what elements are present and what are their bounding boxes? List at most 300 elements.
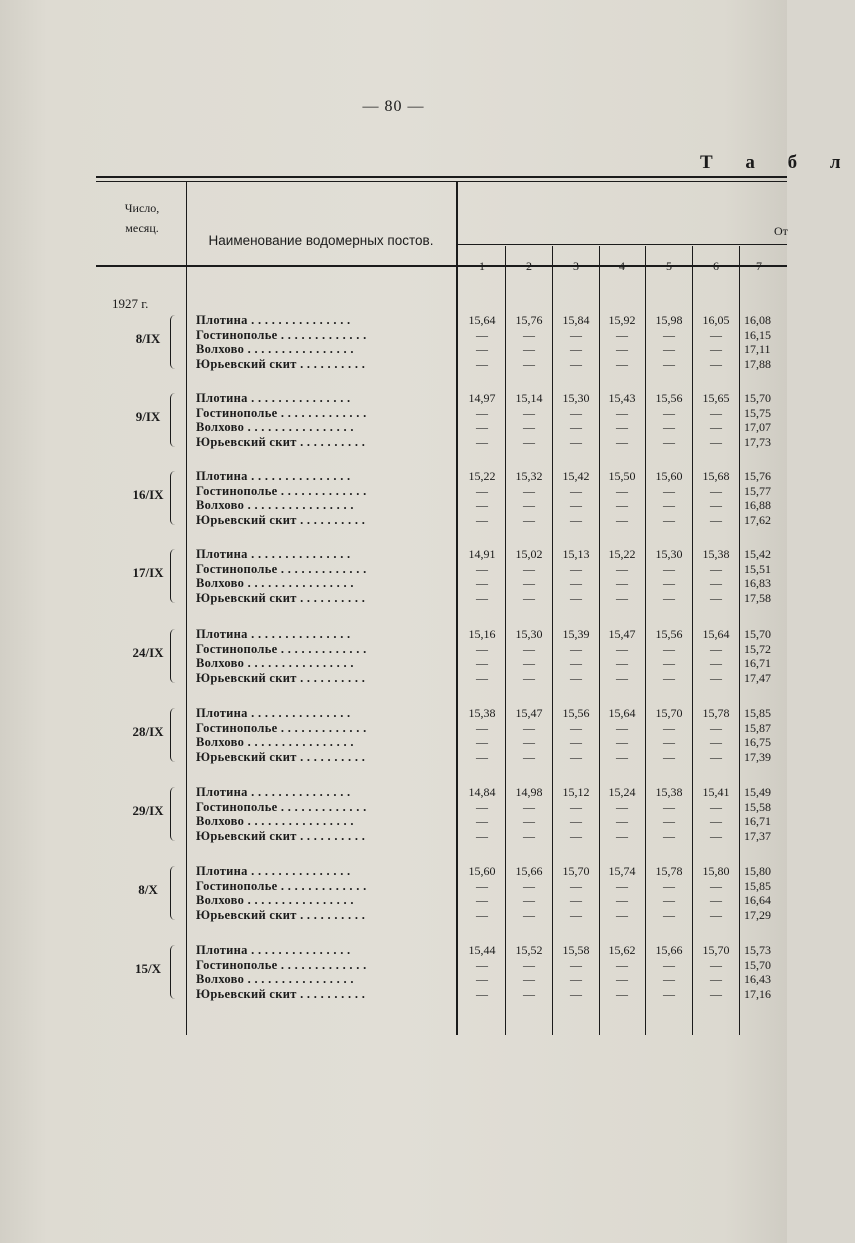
value-cell: — [476,907,488,922]
rule-date-name [186,181,187,1035]
station-name: Плотина . . . . . . . . . . . . . . . [196,864,351,878]
station-name: Юрьевский скит . . . . . . . . . . [196,512,366,527]
value-cell: — [476,327,488,342]
value-cell: — [710,498,722,513]
column-number-3: 3 [573,259,579,273]
value-cell: 15,58 [744,799,771,814]
value-cell: — [710,749,722,764]
value-cell: 15,75 [744,405,771,420]
header-date-line1: Число, [124,201,160,215]
group-brace [170,866,179,920]
value-cell: — [570,656,582,671]
value-cell: — [616,656,628,671]
value-cell: — [523,420,535,435]
value-cell: — [476,656,488,671]
table-title: Т а б л [700,152,855,173]
value-cell: — [710,893,722,908]
value-cell: — [663,828,675,843]
value-cell: 15,47 [608,627,636,641]
value-cell: 15,85 [744,706,771,720]
rule-name-values [456,181,458,1035]
station-name: Гостинополье . . . . . . . . . . . . . [196,641,367,656]
value-cell: — [710,878,722,893]
station-name: Гостинополье . . . . . . . . . . . . . [196,483,367,498]
value-cell: 15,22 [468,469,496,483]
value-cell: — [476,342,488,357]
value-cell: — [523,561,535,576]
station-name: Волхово . . . . . . . . . . . . . . . . [196,735,354,750]
value-cell: 15,70 [655,706,683,720]
value-cell: — [710,483,722,498]
value-cell: — [710,656,722,671]
value-cell: — [663,483,675,498]
value-cell: 15,30 [562,391,590,405]
station-name: Волхово . . . . . . . . . . . . . . . . [196,814,354,829]
value-cell: 15,60 [468,864,496,878]
value-cell: 15,70 [744,391,771,405]
station-name: Плотина . . . . . . . . . . . . . . . [196,785,351,799]
value-cell: — [663,561,675,576]
value-cell: — [710,670,722,685]
value-cell: — [663,670,675,685]
station-name: Гостинополье . . . . . . . . . . . . . [196,799,367,814]
value-cell: 15,77 [744,483,771,498]
value-cell: 15,60 [655,469,683,483]
value-cell: — [663,986,675,1001]
value-cell: 15,42 [562,469,590,483]
value-cell: 15,98 [655,313,683,327]
value-cell: — [710,576,722,591]
value-cell: 17,39 [744,749,771,764]
station-name: Гостинополье . . . . . . . . . . . . . [196,327,367,342]
value-cell: 17,07 [744,420,771,435]
group-date: 17/IX [132,565,164,580]
value-cell: — [523,512,535,527]
station-name: Юрьевский скит . . . . . . . . . . [196,356,366,371]
value-cell: 15,51 [744,561,771,576]
value-cell: — [570,576,582,591]
group-date: 24/IX [132,645,164,660]
group-brace [170,549,179,603]
value-cell: — [616,907,628,922]
group-date: 29/IX [132,803,164,818]
station-name: Юрьевский скит . . . . . . . . . . [196,828,366,843]
value-cell: — [523,957,535,972]
value-cell: — [616,893,628,908]
station-name: Плотина . . . . . . . . . . . . . . . [196,943,351,957]
value-cell: — [570,893,582,908]
value-cell: — [663,405,675,420]
value-cell: — [663,957,675,972]
value-cell: 16,43 [744,972,771,987]
value-cell: — [663,434,675,449]
station-name: Волхово . . . . . . . . . . . . . . . . [196,420,354,435]
value-cell: — [710,814,722,829]
value-cell: — [523,972,535,987]
value-cell: 16,71 [744,656,771,671]
header-sub-rule [456,244,787,245]
value-cell: — [523,342,535,357]
value-cell: — [476,814,488,829]
value-cell: 17,29 [744,907,771,922]
value-cell: — [476,405,488,420]
station-name: Юрьевский скит . . . . . . . . . . [196,907,366,922]
station-name: Юрьевский скит . . . . . . . . . . [196,749,366,764]
value-cell: 15,68 [702,469,730,483]
value-cell: 17,37 [744,828,771,843]
value-cell: 15,52 [515,943,543,957]
value-cell: — [570,405,582,420]
value-cell: — [616,799,628,814]
value-cell: — [663,878,675,893]
value-cell: — [710,986,722,1001]
value-cell: — [616,576,628,591]
value-cell: — [710,972,722,987]
value-cell: — [616,957,628,972]
value-cell: 15,92 [608,313,636,327]
value-cell: — [523,720,535,735]
value-cell: — [663,327,675,342]
station-name: Юрьевский скит . . . . . . . . . . [196,434,366,449]
value-cell: 15,78 [655,864,683,878]
value-cell: — [616,434,628,449]
value-cell: 14,97 [468,391,496,405]
value-cell: — [523,576,535,591]
value-cell: — [523,893,535,908]
station-name: Волхово . . . . . . . . . . . . . . . . [196,656,354,671]
rule-col-6-7 [739,246,740,1035]
value-cell: 15,64 [702,627,730,641]
value-cell: 15,70 [744,627,771,641]
value-cell: — [570,720,582,735]
value-cell: — [616,986,628,1001]
group-date: 8/IX [135,331,161,346]
value-cell: — [476,749,488,764]
value-cell: — [663,907,675,922]
value-cell: — [663,814,675,829]
value-cell: — [616,735,628,750]
value-cell: — [523,498,535,513]
value-cell: — [523,327,535,342]
value-cell: 15,80 [702,864,730,878]
station-name: Плотина . . . . . . . . . . . . . . . [196,706,351,720]
value-cell: — [616,342,628,357]
value-cell: — [663,799,675,814]
value-cell: — [570,878,582,893]
group-brace [170,393,179,447]
value-cell: 15,13 [562,547,590,561]
value-cell: 15,64 [608,706,636,720]
value-cell: 15,70 [702,943,730,957]
value-cell: — [663,720,675,735]
header-name-col: Наименование водомерных постов. [208,233,434,248]
value-cell: — [663,512,675,527]
station-name: Юрьевский скит . . . . . . . . . . [196,670,366,685]
value-cell: — [616,670,628,685]
value-cell: — [663,498,675,513]
group-date: 15/X [135,961,161,976]
value-cell: — [710,799,722,814]
value-cell: — [570,749,582,764]
column-number-6: 6 [713,259,719,273]
value-cell: — [616,590,628,605]
station-name: Гостинополье . . . . . . . . . . . . . [196,720,367,735]
value-cell: — [476,878,488,893]
value-cell: 17,16 [744,986,771,1001]
value-cell: — [570,957,582,972]
station-name: Плотина . . . . . . . . . . . . . . . [196,627,351,641]
value-cell: — [663,590,675,605]
value-cell: — [523,434,535,449]
value-cell: — [570,483,582,498]
value-cell: — [476,434,488,449]
value-cell: — [570,590,582,605]
station-name: Гостинополье . . . . . . . . . . . . . [196,957,367,972]
value-cell: 15,74 [608,864,636,878]
value-cell: 15,80 [744,864,771,878]
table-top-rule-thick [96,176,787,178]
value-cell: 15,76 [744,469,771,483]
value-cell: — [476,483,488,498]
station-name: Юрьевский скит . . . . . . . . . . [196,590,366,605]
station-name: Волхово . . . . . . . . . . . . . . . . [196,576,354,591]
value-cell: — [476,735,488,750]
value-cell: 16,75 [744,735,771,750]
value-cell: — [476,972,488,987]
value-cell: 15,70 [744,957,771,972]
value-cell: — [710,420,722,435]
value-cell: 15,39 [562,627,590,641]
station-name: Юрьевский скит . . . . . . . . . . [196,986,366,1001]
value-cell: — [570,342,582,357]
value-cell: — [616,749,628,764]
value-cell: — [616,972,628,987]
value-cell: — [616,720,628,735]
value-cell: 15,56 [655,627,683,641]
value-cell: — [710,561,722,576]
group-date: 16/IX [132,487,164,502]
value-cell: — [570,641,582,656]
station-name: Волхово . . . . . . . . . . . . . . . . [196,972,354,987]
year-label: 1927 г. [112,296,149,311]
value-cell: 14,84 [468,785,496,799]
value-cell: — [476,498,488,513]
value-cell: — [476,670,488,685]
value-cell: 17,73 [744,434,771,449]
value-cell: — [570,561,582,576]
value-cell: 15,87 [744,720,771,735]
value-cell: 15,41 [702,785,730,799]
station-name: Плотина . . . . . . . . . . . . . . . [196,391,351,405]
value-cell: — [476,590,488,605]
value-cell: — [616,356,628,371]
column-number-4: 4 [619,259,625,273]
value-cell: — [476,957,488,972]
value-cell: — [616,420,628,435]
value-cell: 15,42 [744,547,771,561]
station-name: Волхово . . . . . . . . . . . . . . . . [196,498,354,513]
group-brace [170,708,179,762]
station-name: Плотина . . . . . . . . . . . . . . . [196,313,351,327]
value-cell: — [710,828,722,843]
value-cell: 15,30 [655,547,683,561]
value-cell: — [523,828,535,843]
value-cell: — [663,420,675,435]
value-cell: 15,78 [702,706,730,720]
station-name: Гостинополье . . . . . . . . . . . . . [196,878,367,893]
value-cell: — [523,670,535,685]
value-cell: — [663,893,675,908]
group-brace [170,787,179,841]
value-cell: — [476,893,488,908]
value-cell: 15,73 [744,943,771,957]
group-brace [170,629,179,683]
value-cell: 15,66 [655,943,683,957]
value-cell: 15,65 [702,391,730,405]
value-cell: — [616,498,628,513]
table-top-rule-thin [96,181,787,182]
station-name: Волхово . . . . . . . . . . . . . . . . [196,893,354,908]
value-cell: — [710,434,722,449]
value-cell: — [570,434,582,449]
value-cell: 15,44 [468,943,496,957]
value-cell: — [616,641,628,656]
value-cell: 15,72 [744,641,771,656]
value-cell: 17,88 [744,356,771,371]
value-cell: — [663,656,675,671]
value-cell: — [523,590,535,605]
value-cell: — [710,590,722,605]
value-cell: 15,70 [562,864,590,878]
value-cell: — [523,986,535,1001]
value-cell: — [616,814,628,829]
value-cell: — [710,641,722,656]
value-cell: 15,76 [515,313,543,327]
value-cell: — [570,972,582,987]
column-number-1: 1 [479,259,485,273]
column-number-2: 2 [526,259,532,273]
value-cell: — [476,641,488,656]
value-cell: 15,56 [562,706,590,720]
value-cell: — [570,828,582,843]
group-date: 28/IX [132,724,164,739]
station-name: Гостинополье . . . . . . . . . . . . . [196,405,367,420]
value-cell: 15,38 [655,785,683,799]
value-cell: — [570,670,582,685]
value-cell: — [570,799,582,814]
value-cell: 14,91 [468,547,496,561]
value-cell: 16,64 [744,893,771,908]
value-cell: 15,24 [608,785,636,799]
value-cell: 16,71 [744,814,771,829]
group-brace [170,945,179,999]
value-cell: — [710,342,722,357]
value-cell: 15,38 [702,547,730,561]
value-cell: — [476,576,488,591]
value-cell: — [570,907,582,922]
value-cell: — [663,641,675,656]
header-date-line2: месяц. [125,221,159,235]
value-cell: 15,56 [655,391,683,405]
value-cell: 15,14 [515,391,543,405]
value-cell: 14,98 [515,785,543,799]
value-cell: — [523,814,535,829]
value-cell: — [616,828,628,843]
value-cell: — [476,356,488,371]
value-cell: — [616,878,628,893]
value-cell: 17,62 [744,512,771,527]
value-cell: — [616,327,628,342]
value-cell: — [523,878,535,893]
value-cell: 15,66 [515,864,543,878]
value-cell: 15,50 [608,469,636,483]
value-cell: — [523,656,535,671]
value-cell: — [663,576,675,591]
value-cell: 15,84 [562,313,590,327]
station-name: Гостинополье . . . . . . . . . . . . . [196,561,367,576]
value-cell: — [523,735,535,750]
value-cell: — [570,986,582,1001]
value-cell: 15,47 [515,706,543,720]
value-cell: 15,64 [468,313,496,327]
station-name: Плотина . . . . . . . . . . . . . . . [196,469,351,483]
column-number-5: 5 [666,259,672,273]
header-group-label: От [774,224,788,238]
header-date-col [100,200,184,236]
station-name: Волхово . . . . . . . . . . . . . . . . [196,342,354,357]
value-cell: — [476,799,488,814]
value-cell: — [663,749,675,764]
value-cell: — [523,405,535,420]
value-cell: — [710,735,722,750]
value-cell: — [476,828,488,843]
value-cell: — [570,420,582,435]
value-cell: 15,43 [608,391,636,405]
value-cell: — [710,327,722,342]
value-cell: — [476,561,488,576]
value-cell: 15,12 [562,785,590,799]
value-cell: 15,02 [515,547,543,561]
value-cell: 15,58 [562,943,590,957]
value-cell: — [570,356,582,371]
value-cell: — [570,498,582,513]
value-cell: 17,11 [744,342,771,357]
group-brace [170,315,179,369]
value-cell: 16,05 [702,313,730,327]
value-cell: — [710,957,722,972]
value-cell: 15,85 [744,878,771,893]
value-cell: — [570,512,582,527]
value-cell: 15,38 [468,706,496,720]
value-cell: — [523,641,535,656]
group-date: 8/X [138,882,158,897]
value-cell: — [523,799,535,814]
value-cell: — [476,986,488,1001]
value-cell: — [616,561,628,576]
value-cell: — [710,356,722,371]
value-cell: 16,88 [744,498,771,513]
value-cell: — [616,405,628,420]
value-cell: — [710,512,722,527]
value-cell: 15,62 [608,943,636,957]
value-cell: — [523,356,535,371]
page-number: — 80 — [362,98,425,115]
value-cell: 16,15 [744,327,771,342]
station-name: Плотина . . . . . . . . . . . . . . . [196,547,351,561]
value-cell: 17,47 [744,670,771,685]
value-cell: — [663,735,675,750]
value-cell: — [523,907,535,922]
